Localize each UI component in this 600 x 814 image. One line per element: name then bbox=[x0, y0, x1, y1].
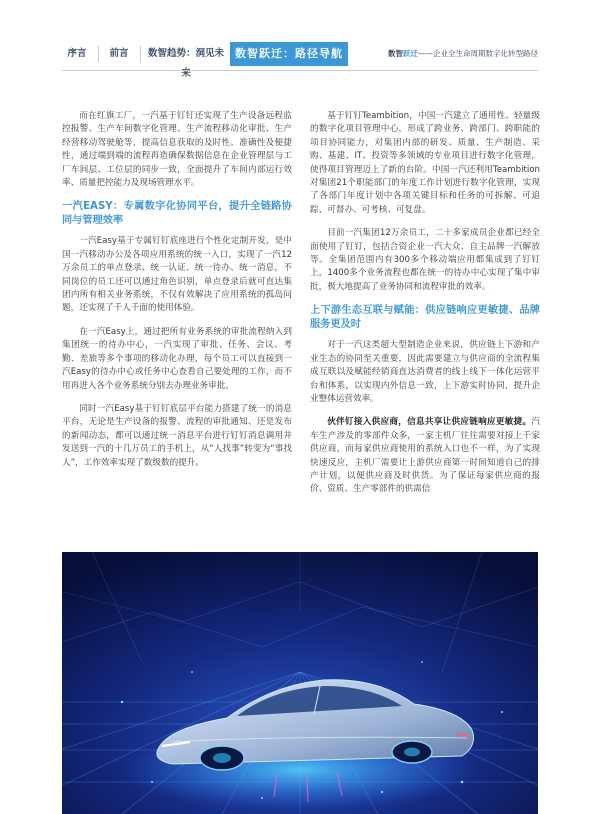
section-heading-easy: 一汽EASY：专属数字化协同平台，提升全链路协同与管理效率 bbox=[62, 201, 292, 227]
tab-foreword[interactable]: 前言 bbox=[109, 48, 129, 59]
section-heading-ecosystem: 上下游生态互联与赋能：供应链响应更敏捷、品牌服务更及时 bbox=[310, 305, 540, 331]
left-paragraph-2: 一汽Easy基于专属钉钉底座进行个性化定制开发，是中国一汽移动办公及各项应用系统的统一入口，实现了一汽12万余员工的单点登录、统一认证、统一待办、统一消息，不同岗位的员工还可以通过角色识别，单点登录后就可直达集团内所有相关业务系统，不仅有效解决了应用系统的孤岛问题，还实现了千人千面的使用体验。 bbox=[62, 236, 292, 314]
right-paragraph-2: 目前一汽集团12万余员工，二十多家成员企业都已经全面使用了钉钉，包括合资企业一汽大众、自主品牌一汽解放等。全集团范围内有300多个移动端应用都集成到了钉钉上，1400多个业务流程也都在统一的待办中心实现了集中审批，极大地提高了业务协同和流程审批的效率。 bbox=[310, 228, 540, 292]
left-paragraph-3: 在一汽Easy上，通过把所有业务系统的审批流程纳入到集团统一的待办中心，一汽实现了审批、任务、会议、考勤、差旅等多个事项的移动化办理，每个员工可以直接到一汽Easy的待办中心或任务中心查看自己要处理的工作，而不用再进入各个业务系统分别去办理业务审批。 bbox=[62, 326, 292, 391]
tab-path-active[interactable]: 数智跃迁：路径导航 bbox=[230, 42, 348, 66]
right-paragraph-4-body: 汽车生产涉及的零部件众多，一家主机厂往往需要对接上千家供应商，而每家供应商使用的系统入口也不一样，为了实现快速反应，主机厂需要让上游供应商第一时间知道自己的排产计划，以便供应商及时供货。为了保证每家供应商的报价、资质、生产零部件的供需信 bbox=[310, 417, 540, 495]
left-paragraph-1: 而在红旗工厂，一汽基于钉钉还实现了生产设备远程监控报警、生产车间数字化管理、生产流程移动化审批、生产经营移动驾驶舱等，提高信息获取的及时性、准确性及便捷性，通过端到端的流程再造确保数据信息在企业管理层与工厂车间层、工位层的同步一致，全面提升了车间内部运行效率、质量把控能力及现场管理水平。 bbox=[62, 111, 292, 189]
tab-preface[interactable]: 序言 bbox=[67, 48, 87, 59]
right-paragraph-3: 对于一汽这类超大型制造企业来说，供应链上下游和产业生态的协同至关重要，因此需要建立与供应商的全流程集成互联以及赋能经销商直达消费者的线上线下一体化运营平台和体系，以实现内外信息一致，上下游实时协同，提升企业整体运营效率。 bbox=[310, 340, 540, 404]
car-hologram-image bbox=[62, 552, 538, 814]
left-paragraph-4: 同时一汽Easy基于钉钉底层平台能力搭建了统一的消息平台，无论是生产设备的报警、流程的审批通知、还是发布的新闻动态，都可以通过统一消息平台进行钉钉消息调用并发送到一汽的十几万员工的手机上，从“人找事”转变为“事找人”，工作效率实现了数级数的提升。 bbox=[62, 403, 292, 468]
running-title-rest: ——企业全生命周期数字化转型路径 bbox=[418, 49, 538, 58]
tab-divider bbox=[98, 46, 99, 62]
page-header bbox=[0, 0, 600, 79]
header-divider bbox=[62, 70, 538, 71]
right-paragraph-4 bbox=[310, 416, 540, 496]
left-column bbox=[62, 110, 292, 480]
car-hologram-graphic bbox=[62, 552, 538, 814]
running-title-prefix: 数智 bbox=[388, 49, 403, 58]
running-title bbox=[388, 48, 538, 59]
tab-divider bbox=[140, 46, 141, 62]
running-title-highlight: 跃迁 bbox=[403, 49, 418, 58]
right-paragraph-1: 基于钉钉Teambition，中国一汽建立了通用性、轻量级的数字化项目管理中心，形成了跨业务、跨部门、跨职能的项目协同能力，对集团内部的研发、质量、生产制造、采购、基建、IT、投资等多领域的专业项目进行数字化管理，使得项目管理迈上了新的台阶。中国一汽还利用Teambition对集团21个职能部门的年度工作计划进行数字化管理，实现了各部门年度计划中各项关键目标和任务的可拆解、可追踪、可督办、可考核、可复盘。 bbox=[310, 111, 540, 215]
right-column bbox=[310, 110, 540, 507]
right-paragraph-4-lead: 伙伴钉接入供应商，信息共享让供应链响应更敏捷。 bbox=[327, 417, 532, 428]
tab-trends[interactable]: 数智趋势：洞见未来 bbox=[147, 48, 224, 79]
